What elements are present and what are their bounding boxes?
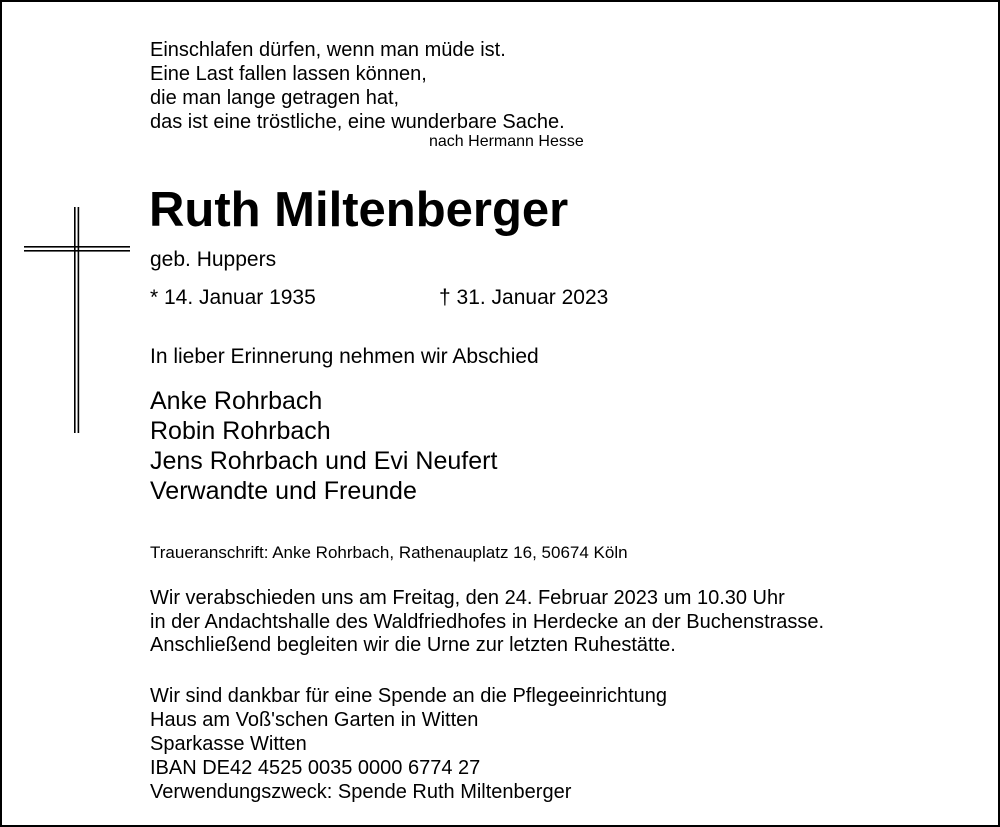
- donation-line: Sparkasse Witten: [150, 733, 307, 755]
- donation-line: IBAN DE42 4525 0035 0000 6774 27: [150, 757, 481, 779]
- poem-line: das ist eine tröstliche, eine wunderbare Sache.: [150, 111, 565, 133]
- donation-line: Haus am Voß'schen Garten in Witten: [150, 709, 479, 731]
- poem-author: nach Hermann Hesse: [429, 133, 584, 150]
- farewell-intro: In lieber Erinnerung nehmen wir Abschied: [150, 345, 539, 368]
- donation-info: [150, 684, 667, 804]
- donation-line: Verwendungszweck: Spende Ruth Miltenberger: [150, 781, 572, 803]
- mourner: Robin Rohrbach: [150, 417, 331, 445]
- birth-date: * 14. Januar 1935: [150, 286, 316, 309]
- donation-line: Wir sind dankbar für eine Spende an die Pflegeeinrichtung: [150, 685, 667, 707]
- poem-line: die man lange getragen hat,: [150, 87, 400, 109]
- mourner: Verwandte und Freunde: [150, 477, 417, 505]
- deceased-name: Ruth Miltenberger: [149, 183, 569, 237]
- ceremony-line: in der Andachtshalle des Waldfriedhofes in Herdecke an der Buchenstrasse.: [150, 610, 825, 633]
- poem-line: Einschlafen dürfen, wenn man müde ist.: [150, 39, 506, 61]
- death-date: † 31. Januar 2023: [439, 286, 609, 309]
- ceremony-line: Anschließend begleiten wir die Urne zur letzten Ruhestätte.: [150, 634, 676, 656]
- ceremony-line: Wir verabschieden uns am Freitag, den 24. Februar 2023 um 10.30 Uhr: [150, 587, 785, 609]
- mourning-address: Traueranschrift: Anke Rohrbach, Rathenauplatz 16, 50674 Köln: [150, 543, 628, 562]
- poem-line: Eine Last fallen lassen können,: [150, 63, 427, 85]
- poem: [150, 38, 565, 134]
- birth-name: geb. Huppers: [150, 248, 277, 271]
- mourner: Jens Rohrbach und Evi Neufert: [150, 447, 498, 475]
- mourner: Anke Rohrbach: [150, 387, 323, 415]
- cross-icon: [24, 207, 130, 433]
- ceremony-info: [150, 587, 824, 658]
- mourners-list: [150, 386, 497, 506]
